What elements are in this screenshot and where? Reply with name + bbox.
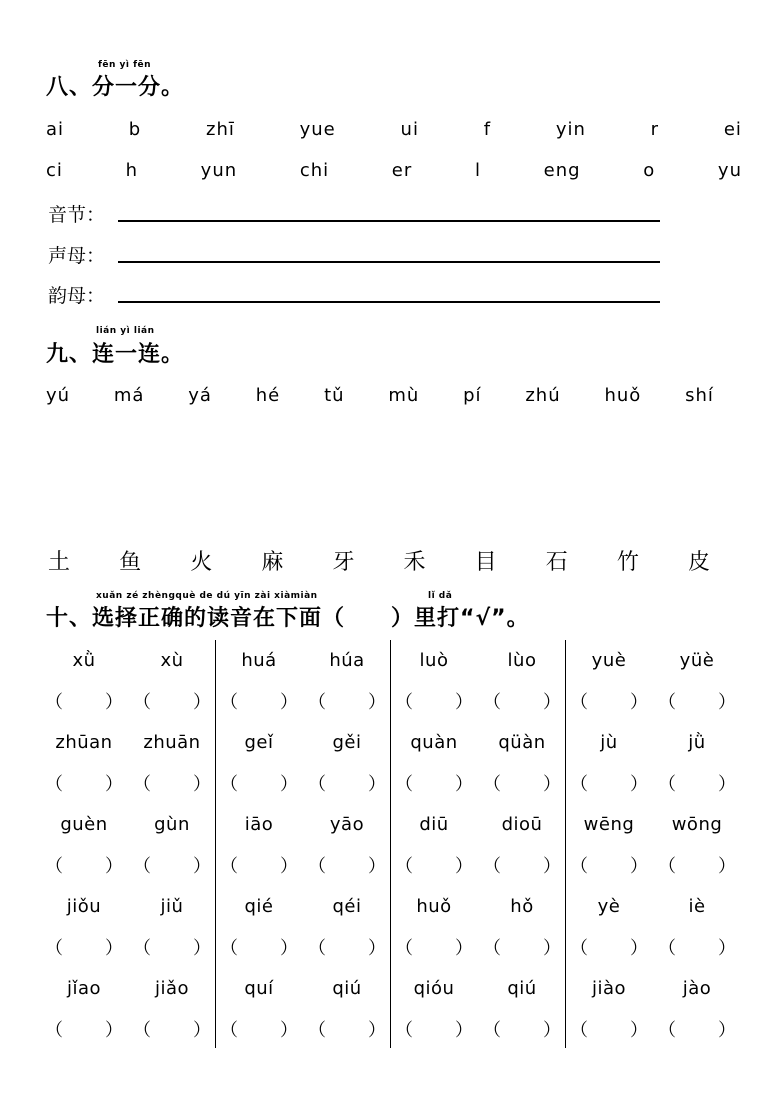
answer-parentheses[interactable] xyxy=(129,1016,215,1042)
section8-row1 xyxy=(46,119,742,140)
pinyin-option: jiǔ xyxy=(160,896,184,917)
paren-open: （ xyxy=(220,692,238,713)
answer-parentheses[interactable] xyxy=(304,688,390,714)
answer-parentheses[interactable] xyxy=(391,934,477,960)
paren-close: ） xyxy=(193,938,211,959)
pinyin-option: hǒ xyxy=(510,896,534,917)
pinyin-option: xǜ xyxy=(72,650,96,671)
pinyin-word[interactable]: má xyxy=(113,385,145,406)
hanzi[interactable]: 目 xyxy=(474,550,497,575)
hanzi[interactable]: 火 xyxy=(190,550,213,575)
syllable: o xyxy=(643,160,656,181)
pinyin-option: húa xyxy=(329,650,365,671)
answer-line-initial[interactable] xyxy=(118,261,660,263)
paren-open: （ xyxy=(133,692,151,713)
answer-parentheses[interactable] xyxy=(129,688,215,714)
paren-open: （ xyxy=(658,774,676,795)
paren-close: ） xyxy=(193,1020,211,1041)
paren-close: ） xyxy=(543,774,561,795)
answer-parentheses[interactable] xyxy=(41,770,127,796)
answer-parentheses[interactable] xyxy=(41,688,127,714)
syllable: l xyxy=(474,160,481,181)
answer-parentheses[interactable] xyxy=(41,934,127,960)
paren-close: ） xyxy=(105,774,123,795)
syllable: b xyxy=(128,119,142,140)
section10-pinyin-a: xuǎn zé zhèngquè de dú yīn zài xiàmiàn xyxy=(96,591,318,601)
syllable: eng xyxy=(543,160,581,181)
paren-open: （ xyxy=(658,1020,676,1041)
paren-close: ） xyxy=(718,1020,736,1041)
answer-parentheses[interactable] xyxy=(216,852,302,878)
pinyin-option: jào xyxy=(682,978,712,999)
answer-parentheses[interactable] xyxy=(129,770,215,796)
label-final: 韵母： xyxy=(48,285,106,307)
paren-open: （ xyxy=(483,692,501,713)
paren-close: ） xyxy=(368,692,386,713)
pinyin-option: jù xyxy=(600,732,618,753)
paren-close: ） xyxy=(280,692,298,713)
pinyin-option: zhuān xyxy=(143,732,201,753)
pinyin-option: luò xyxy=(419,650,449,671)
paren-open: （ xyxy=(133,856,151,877)
paren-close: ） xyxy=(543,938,561,959)
paren-open: （ xyxy=(395,774,413,795)
section9-char-row xyxy=(48,545,710,576)
answer-parentheses[interactable] xyxy=(654,770,740,796)
pinyin-option: qiú xyxy=(332,978,362,999)
answer-parentheses[interactable] xyxy=(654,688,740,714)
pinyin-option: xù xyxy=(160,650,184,671)
section10-title: 十、选择正确的读音在下面（ ）里打“√”。 xyxy=(46,606,530,631)
paren-close: ） xyxy=(368,1020,386,1041)
pinyin-option: qié xyxy=(244,896,274,917)
paren-close: ） xyxy=(105,938,123,959)
paren-open: （ xyxy=(658,938,676,959)
answer-parentheses[interactable] xyxy=(479,934,565,960)
syllable: ci xyxy=(46,160,63,181)
pinyin-option: jiǒu xyxy=(66,896,102,917)
paren-close: ） xyxy=(105,1020,123,1041)
answer-parentheses[interactable] xyxy=(304,934,390,960)
paren-open: （ xyxy=(308,774,326,795)
pinyin-option: yāo xyxy=(329,814,365,835)
pinyin-option: geǐ xyxy=(244,732,274,753)
pinyin-option: quàn xyxy=(410,732,458,753)
paren-open: （ xyxy=(45,938,63,959)
paren-close: ） xyxy=(193,692,211,713)
answer-parentheses[interactable] xyxy=(216,1016,302,1042)
paren-close: ） xyxy=(280,938,298,959)
paren-close: ） xyxy=(368,774,386,795)
paren-open: （ xyxy=(133,1020,151,1041)
pinyin-option: diū xyxy=(419,814,449,835)
paren-open: （ xyxy=(45,1020,63,1041)
paren-open: （ xyxy=(220,856,238,877)
hanzi[interactable]: 鱼 xyxy=(119,550,142,575)
answer-parentheses[interactable] xyxy=(566,934,652,960)
answer-parentheses[interactable] xyxy=(216,770,302,796)
pinyin-word[interactable]: shí xyxy=(685,385,714,406)
paren-close: ） xyxy=(718,856,736,877)
paren-open: （ xyxy=(570,692,588,713)
paren-open: （ xyxy=(308,856,326,877)
pinyin-option: jiào xyxy=(591,978,627,999)
pinyin-option: qióu xyxy=(413,978,455,999)
pinyin-word[interactable]: hé xyxy=(255,385,281,406)
answer-parentheses[interactable] xyxy=(391,688,477,714)
syllable: h xyxy=(125,160,138,181)
syllable: er xyxy=(391,160,413,181)
answer-parentheses[interactable] xyxy=(654,1016,740,1042)
section9-pinyin: lián yì lián xyxy=(96,326,155,336)
answer-parentheses[interactable] xyxy=(566,770,652,796)
section8-row2 xyxy=(46,160,742,181)
answer-parentheses[interactable] xyxy=(479,852,565,878)
answer-parentheses[interactable] xyxy=(129,934,215,960)
answer-parentheses[interactable] xyxy=(479,1016,565,1042)
paren-close: ） xyxy=(455,774,473,795)
pinyin-word[interactable]: zhú xyxy=(525,385,561,406)
paren-close: ） xyxy=(368,856,386,877)
paren-open: （ xyxy=(395,856,413,877)
pinyin-option: gěi xyxy=(332,732,362,753)
paren-close: ） xyxy=(543,1020,561,1041)
answer-parentheses[interactable] xyxy=(391,1016,477,1042)
paren-close: ） xyxy=(455,938,473,959)
pinyin-option: guèn xyxy=(60,814,108,835)
syllable: ei xyxy=(723,119,742,140)
pinyin-word[interactable]: pí xyxy=(463,385,482,406)
pinyin-option: yuè xyxy=(591,650,627,671)
hanzi[interactable]: 竹 xyxy=(616,550,639,575)
hanzi[interactable]: 牙 xyxy=(332,550,355,575)
syllable: yue xyxy=(299,119,336,140)
paren-close: ） xyxy=(718,938,736,959)
paren-open: （ xyxy=(45,856,63,877)
answer-parentheses[interactable] xyxy=(566,852,652,878)
paren-close: ） xyxy=(368,938,386,959)
syllable: chi xyxy=(299,160,330,181)
pinyin-option: huǒ xyxy=(416,896,452,917)
paren-open: （ xyxy=(45,774,63,795)
paren-close: ） xyxy=(280,774,298,795)
paren-open: （ xyxy=(570,1020,588,1041)
pinyin-word[interactable]: mù xyxy=(388,385,420,406)
paren-close: ） xyxy=(280,1020,298,1041)
answer-parentheses[interactable] xyxy=(391,852,477,878)
paren-close: ） xyxy=(630,774,648,795)
pinyin-word[interactable]: tǔ xyxy=(324,385,345,406)
pinyin-option: yüè xyxy=(679,650,715,671)
paren-open: （ xyxy=(133,774,151,795)
paren-open: （ xyxy=(658,692,676,713)
answer-line-syllable[interactable] xyxy=(118,220,660,222)
paren-open: （ xyxy=(308,938,326,959)
answer-parentheses[interactable] xyxy=(654,934,740,960)
pinyin-option: qéi xyxy=(332,896,362,917)
pinyin-option: qiú xyxy=(507,978,537,999)
paren-close: ） xyxy=(193,856,211,877)
paren-close: ） xyxy=(280,856,298,877)
section9-title: 九、连一连。 xyxy=(46,342,185,367)
answer-parentheses[interactable] xyxy=(304,852,390,878)
answer-parentheses[interactable] xyxy=(216,934,302,960)
syllable: yun xyxy=(200,160,238,181)
paren-close: ） xyxy=(193,774,211,795)
paren-open: （ xyxy=(483,856,501,877)
paren-close: ） xyxy=(630,856,648,877)
pinyin-option: iè xyxy=(688,896,706,917)
answer-parentheses[interactable] xyxy=(391,770,477,796)
syllable: f xyxy=(483,119,492,140)
pinyin-option: lùo xyxy=(507,650,537,671)
answer-parentheses[interactable] xyxy=(566,688,652,714)
answer-parentheses[interactable] xyxy=(129,852,215,878)
paren-close: ） xyxy=(543,692,561,713)
paren-close: ） xyxy=(455,692,473,713)
syllable: yu xyxy=(717,160,742,181)
paren-close: ） xyxy=(630,938,648,959)
paren-close: ） xyxy=(105,692,123,713)
paren-open: （ xyxy=(483,774,501,795)
paren-open: （ xyxy=(570,856,588,877)
paren-open: （ xyxy=(133,938,151,959)
answer-line-final[interactable] xyxy=(118,301,660,303)
section9-pinyin-row xyxy=(46,385,714,406)
paren-open: （ xyxy=(395,692,413,713)
answer-parentheses[interactable] xyxy=(216,688,302,714)
paren-close: ） xyxy=(630,692,648,713)
paren-open: （ xyxy=(483,938,501,959)
pinyin-option: qüàn xyxy=(498,732,546,753)
hanzi[interactable]: 禾 xyxy=(403,550,426,575)
paren-close: ） xyxy=(455,856,473,877)
paren-open: （ xyxy=(395,1020,413,1041)
answer-parentheses[interactable] xyxy=(304,1016,390,1042)
answer-parentheses[interactable] xyxy=(479,770,565,796)
answer-parentheses[interactable] xyxy=(41,1016,127,1042)
paren-close: ） xyxy=(718,692,736,713)
pinyin-option: gùn xyxy=(154,814,190,835)
hanzi[interactable]: 麻 xyxy=(261,550,284,575)
pinyin-word[interactable]: yá xyxy=(188,385,212,406)
section8-title: 八、分一分。 xyxy=(46,75,185,100)
answer-parentheses[interactable] xyxy=(479,688,565,714)
pinyin-option: wēng xyxy=(583,814,635,835)
paren-open: （ xyxy=(570,774,588,795)
label-initial: 声母： xyxy=(48,245,106,267)
answer-parentheses[interactable] xyxy=(654,852,740,878)
section10-pinyin-b: lǐ dǎ xyxy=(428,591,453,601)
syllable: ui xyxy=(400,119,419,140)
hanzi[interactable]: 皮 xyxy=(687,550,710,575)
answer-parentheses[interactable] xyxy=(304,770,390,796)
choice-grid xyxy=(46,640,742,1048)
paren-close: ） xyxy=(455,1020,473,1041)
hanzi[interactable]: 石 xyxy=(545,550,568,575)
paren-open: （ xyxy=(570,938,588,959)
pinyin-option: iāo xyxy=(244,814,274,835)
section8-pinyin: fēn yì fēn xyxy=(98,60,152,70)
paren-close: ） xyxy=(543,856,561,877)
paren-close: ） xyxy=(718,774,736,795)
answer-parentheses[interactable] xyxy=(566,1016,652,1042)
paren-open: （ xyxy=(220,938,238,959)
pinyin-option: yè xyxy=(597,896,621,917)
pinyin-word[interactable]: huǒ xyxy=(604,385,642,406)
paren-open: （ xyxy=(483,1020,501,1041)
paren-open: （ xyxy=(308,692,326,713)
pinyin-option: quí xyxy=(244,978,274,999)
pinyin-option: wōng xyxy=(671,814,723,835)
paren-close: ） xyxy=(630,1020,648,1041)
paren-open: （ xyxy=(45,692,63,713)
paren-open: （ xyxy=(395,938,413,959)
hanzi[interactable]: 土 xyxy=(48,550,71,575)
pinyin-option: dioū xyxy=(501,814,543,835)
pinyin-option: jǜ xyxy=(688,732,706,753)
syllable: yin xyxy=(555,119,586,140)
label-syllable: 音节： xyxy=(48,204,106,226)
paren-open: （ xyxy=(220,774,238,795)
paren-open: （ xyxy=(220,1020,238,1041)
paren-close: ） xyxy=(105,856,123,877)
pinyin-option: huá xyxy=(241,650,277,671)
pinyin-option: jiǎo xyxy=(154,978,190,999)
paren-open: （ xyxy=(658,856,676,877)
syllable: r xyxy=(650,119,660,140)
syllable: ai xyxy=(46,119,65,140)
answer-parentheses[interactable] xyxy=(41,852,127,878)
paren-open: （ xyxy=(308,1020,326,1041)
syllable: zhī xyxy=(206,119,235,140)
pinyin-word[interactable]: yú xyxy=(46,385,71,406)
pinyin-option: zhūan xyxy=(55,732,113,753)
pinyin-option: jǐao xyxy=(66,978,102,999)
